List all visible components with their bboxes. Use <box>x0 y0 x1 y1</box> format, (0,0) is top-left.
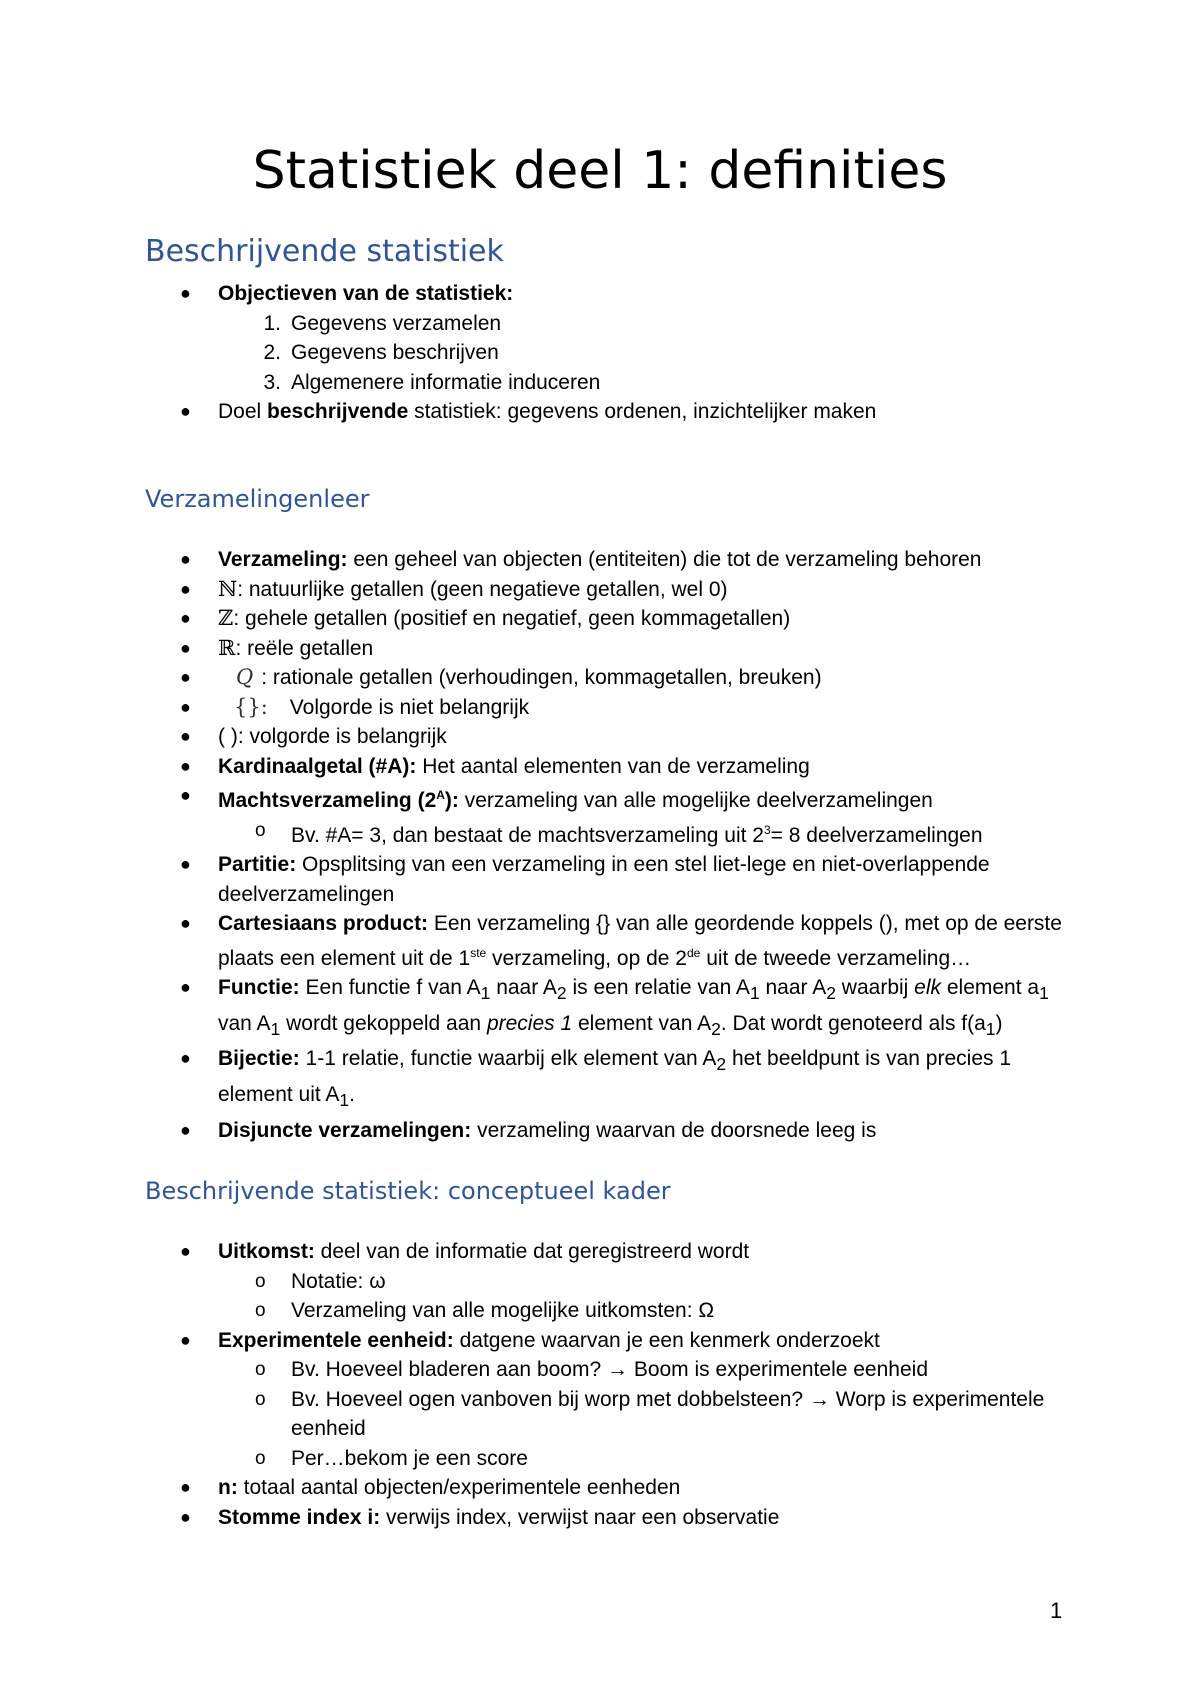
list-item-doel: ● Doel beschrijvende statistiek: gegevens ordenen, inzichtelijker maken <box>0 397 1068 427</box>
list-item-verzameling: ● Verzameling: een geheel van objecten (entiteiten) die tot de verzameling behoren <box>180 548 982 571</box>
list-item-rationals: ● Q : rationale getallen (verhoudingen, kommagetallen, breuken) <box>180 665 822 689</box>
list-item-natural-numbers: ● ℕ: natuurlijke getallen (geen negatieve getallen, wel 0) <box>180 576 728 601</box>
list-item-machtsverzameling: ● Machtsverzameling $(2^A)$: verzameling van alle mogelijke deelverzamelingen <box>180 785 933 812</box>
list-item-objectieven: ● Objectieven van de statistiek: <box>0 279 1068 309</box>
list-item-stomme-index: ● Stomme index i: verwijs index, verwijst naar een observatie <box>180 1505 780 1529</box>
list-item-integers: ● ℤ: gehele getallen (positief en negatief, geen kommagetallen) <box>180 606 791 630</box>
list-item-cartesiaans-product: ● Cartesiaans product: Een verzameling {} van alle geordende koppels (), met op de eerste plaats een element uit de 1ste verzameling, op de 2de uit de tweede verzameling… <box>180 912 1062 970</box>
sub-item-boom-example: o Bv. Hoeveel bladeren aan boom? → Boom is experimentele eenheid <box>255 1358 928 1381</box>
list-item-disjuncte: ● Disjuncte verzamelingen: verzameling waarvan de doorsnede leeg is <box>180 1118 877 1142</box>
sub-item-uitkomstenruimte: o Verzameling van alle mogelijke uitkomsten: Ω <box>255 1299 715 1322</box>
list-item-tuple-parens: ● ( ): volgorde is belangrijk <box>180 725 447 748</box>
list-item-partitie: ● Partitie: Opsplitsing van een verzameling in een stel liet-lege en niet-overlappende deelverzamelingen <box>180 853 990 906</box>
page-title: Statistiek deel 1: definities <box>252 141 948 201</box>
numbered-item: 2. Gegevens beschrijven <box>263 341 499 364</box>
sub-item-notatie: o Notatie: ω <box>255 1269 386 1293</box>
list-item-functie: ● Functie: Een functie f van $A_1$ naar $A_2$ is een relatie van $A_1$ naar $A_2$ waarbij elk element $a_1$ van $A_1$ wordt gekoppeld aan precies 1 element van $A_2$. Dat wordt genoteerd als $f(a_1)$ <box>180 976 1049 1039</box>
sub-item-dobbelsteen-example: o Bv. Hoeveel ogen vanboven bij worp met dobbelsteen? → Worp is experimentele eenheid <box>255 1387 1045 1440</box>
sub-item-score: o Per…bekom je een score <box>255 1446 528 1470</box>
page-number: 1 <box>1050 1598 1063 1623</box>
section-heading-verzamelingenleer: Verzamelingenleer <box>145 485 370 513</box>
objectives-list <box>0 279 1200 427</box>
sub-item-machts-example: o Bv. #A= 3, dan bestaat de machtsverzameling uit $2^3= 8$ deelverzamelingen <box>255 819 983 847</box>
section-heading-beschrijvende-statistiek: Beschrijvende statistiek <box>145 234 504 269</box>
list-item-bijectie: ● Bijectie: 1-1 relatie, functie waarbij elk element van $A_2$ het beeldpunt is van precies 1 element uit $A_1$. <box>180 1047 1012 1111</box>
bullet-icon: ● <box>180 283 191 303</box>
list-item-n: ● n: totaal aantal objecten/experimentele eenheden <box>180 1476 681 1499</box>
list-item-uitkomst: ● Uitkomst: deel van de informatie dat geregistreerd wordt <box>180 1240 750 1263</box>
list-item-reals: ● ℝ: reële getallen <box>180 635 374 660</box>
arrow-icon: → <box>606 1358 628 1381</box>
section-heading-conceptueel-kader: Beschrijvende statistiek: conceptueel kader <box>145 1177 671 1205</box>
bullet-icon: ● <box>180 401 191 421</box>
arrow-icon: → <box>808 1387 830 1411</box>
list-item-experimentele-eenheid: ● Experimentele eenheid: datgene waarvan je een kenmerk onderzoekt <box>180 1328 880 1352</box>
list-item-set-braces: ● {}: Volgorde is niet belangrijk <box>180 694 530 719</box>
conceptueel-kader-list <box>0 1237 1200 1532</box>
numbered-item: 1. Gegevens verzamelen <box>263 311 502 335</box>
numbered-item: 3. Algemenere informatie induceren <box>263 370 601 394</box>
verzamelingenleer-list <box>0 545 1200 1145</box>
list-item-kardinaalgetal: ● Kardinaalgetal (#A): Het aantal elementen van de verzameling <box>180 754 810 778</box>
